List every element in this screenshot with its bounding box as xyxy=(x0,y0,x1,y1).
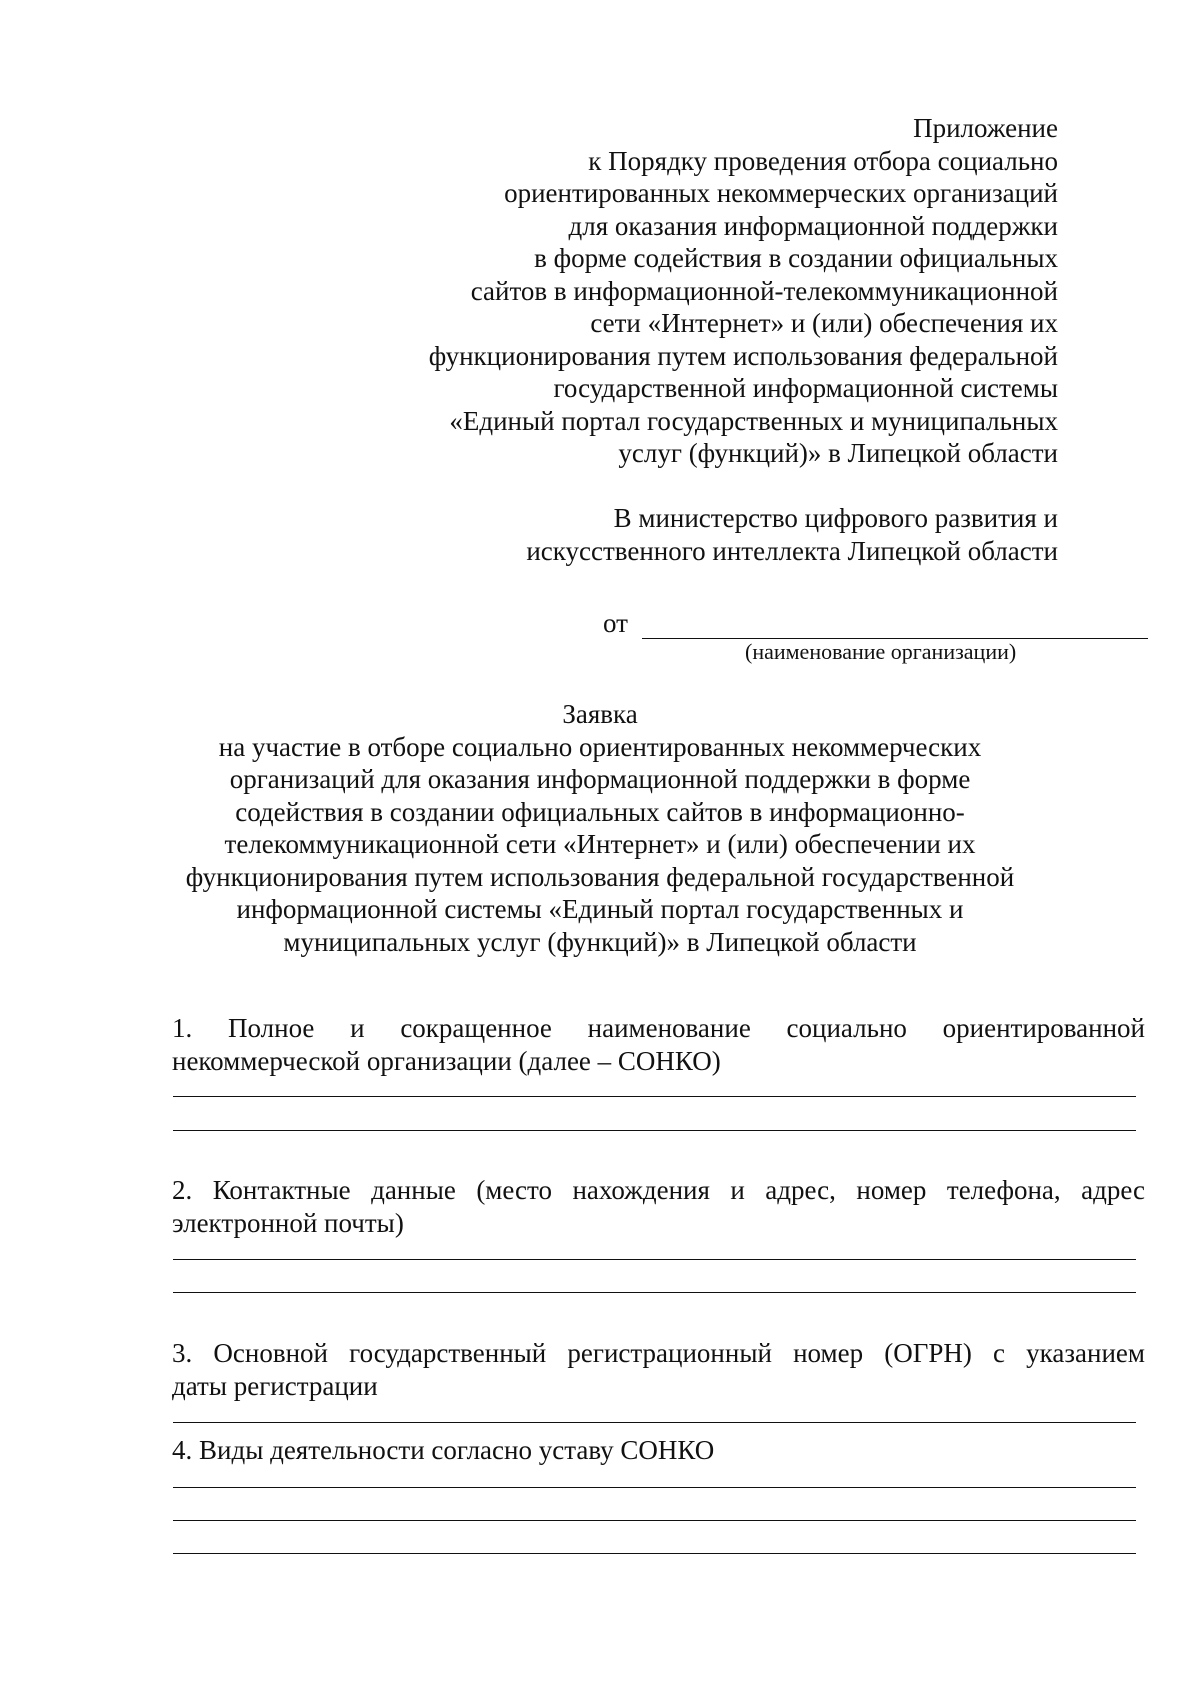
section-4-answer-line-3[interactable] xyxy=(173,1553,1136,1554)
appendix-line: государственной информационной системы xyxy=(553,373,1058,403)
section-2-answer-line-1[interactable] xyxy=(173,1259,1136,1260)
section-3-heading: 3. Основной государственный регистрационный номер (ОГРН) с указанием xyxy=(172,1338,1145,1368)
application-subtitle-line: на участие в отборе социально ориентированных некоммерческих xyxy=(218,731,982,762)
application-subtitle-line: информационной системы «Единый портал государственных и xyxy=(236,894,964,924)
section-4-activities xyxy=(172,1434,1145,1467)
section-4-heading: 4. Виды деятельности согласно уставу СОНКО xyxy=(172,1435,715,1465)
organization-name-caption: (наименование организации) xyxy=(745,639,1017,664)
section-2-answer-line-2[interactable] xyxy=(173,1292,1136,1293)
section-1-answer-line-2[interactable] xyxy=(173,1130,1136,1131)
application-subtitle-line: муниципальных услуг (функций)» в Липецкой области xyxy=(283,926,917,957)
section-4-answer-line-2[interactable] xyxy=(173,1520,1136,1521)
application-subtitle-line: функционирования путем использования федеральной государственной xyxy=(185,861,1015,892)
application-title-block xyxy=(120,698,1080,958)
appendix-line: к Порядку проведения отбора социально xyxy=(588,145,1058,176)
section-3-ogrn xyxy=(172,1337,1145,1403)
addressee-line: искусственного интеллекта Липецкой области xyxy=(526,536,1058,566)
addressee-block xyxy=(298,502,1058,568)
appendix-line: сайтов в информационной-телекоммуникационной xyxy=(470,275,1058,306)
appendix-line: функционирования путем использования федеральной xyxy=(428,340,1058,371)
application-subtitle-line: содействия в создании официальных сайтов в информационно- xyxy=(235,796,965,827)
appendix-line: в форме содействия в создании официальных xyxy=(534,243,1058,273)
from-label: от xyxy=(603,608,628,638)
appendix-line: услуг (функций)» в Липецкой области xyxy=(618,438,1058,468)
appendix-header xyxy=(298,112,1058,470)
section-1-heading-cont: некоммерческой организации (далее – СОНКО) xyxy=(172,1046,721,1076)
section-3-answer-line-1[interactable] xyxy=(173,1422,1136,1423)
appendix-line: «Единый портал государственных и муниципальных xyxy=(449,405,1058,436)
section-2-heading: 2. Контактные данные (место нахождения и адрес, номер телефона, адрес xyxy=(172,1175,1145,1205)
appendix-line: ориентированных некоммерческих организаций xyxy=(504,178,1058,208)
application-title: Заявка xyxy=(562,699,638,729)
section-1-organization-name xyxy=(172,1012,1145,1078)
appendix-line: для оказания информационной поддержки xyxy=(568,210,1058,241)
section-1-heading: 1. Полное и сокращенное наименование социально ориентированной xyxy=(172,1013,1145,1043)
section-3-heading-cont: даты регистрации xyxy=(172,1371,378,1401)
appendix-line: сети «Интернет» и (или) обеспечения их xyxy=(590,308,1058,338)
section-1-answer-line-1[interactable] xyxy=(173,1096,1136,1097)
section-2-contact-details xyxy=(172,1174,1145,1240)
addressee-line: В министерство цифрового развития и xyxy=(613,503,1058,533)
from-field-row xyxy=(603,607,1058,643)
section-4-answer-line-1[interactable] xyxy=(173,1487,1136,1488)
application-subtitle-line: телекоммуникационной сети «Интернет» и (или) обеспечении их xyxy=(224,829,976,859)
section-2-heading-cont: электронной почты) xyxy=(172,1208,404,1238)
appendix-line: Приложение xyxy=(913,113,1058,143)
application-subtitle-line: организаций для оказания информационной поддержки в форме xyxy=(229,764,971,794)
